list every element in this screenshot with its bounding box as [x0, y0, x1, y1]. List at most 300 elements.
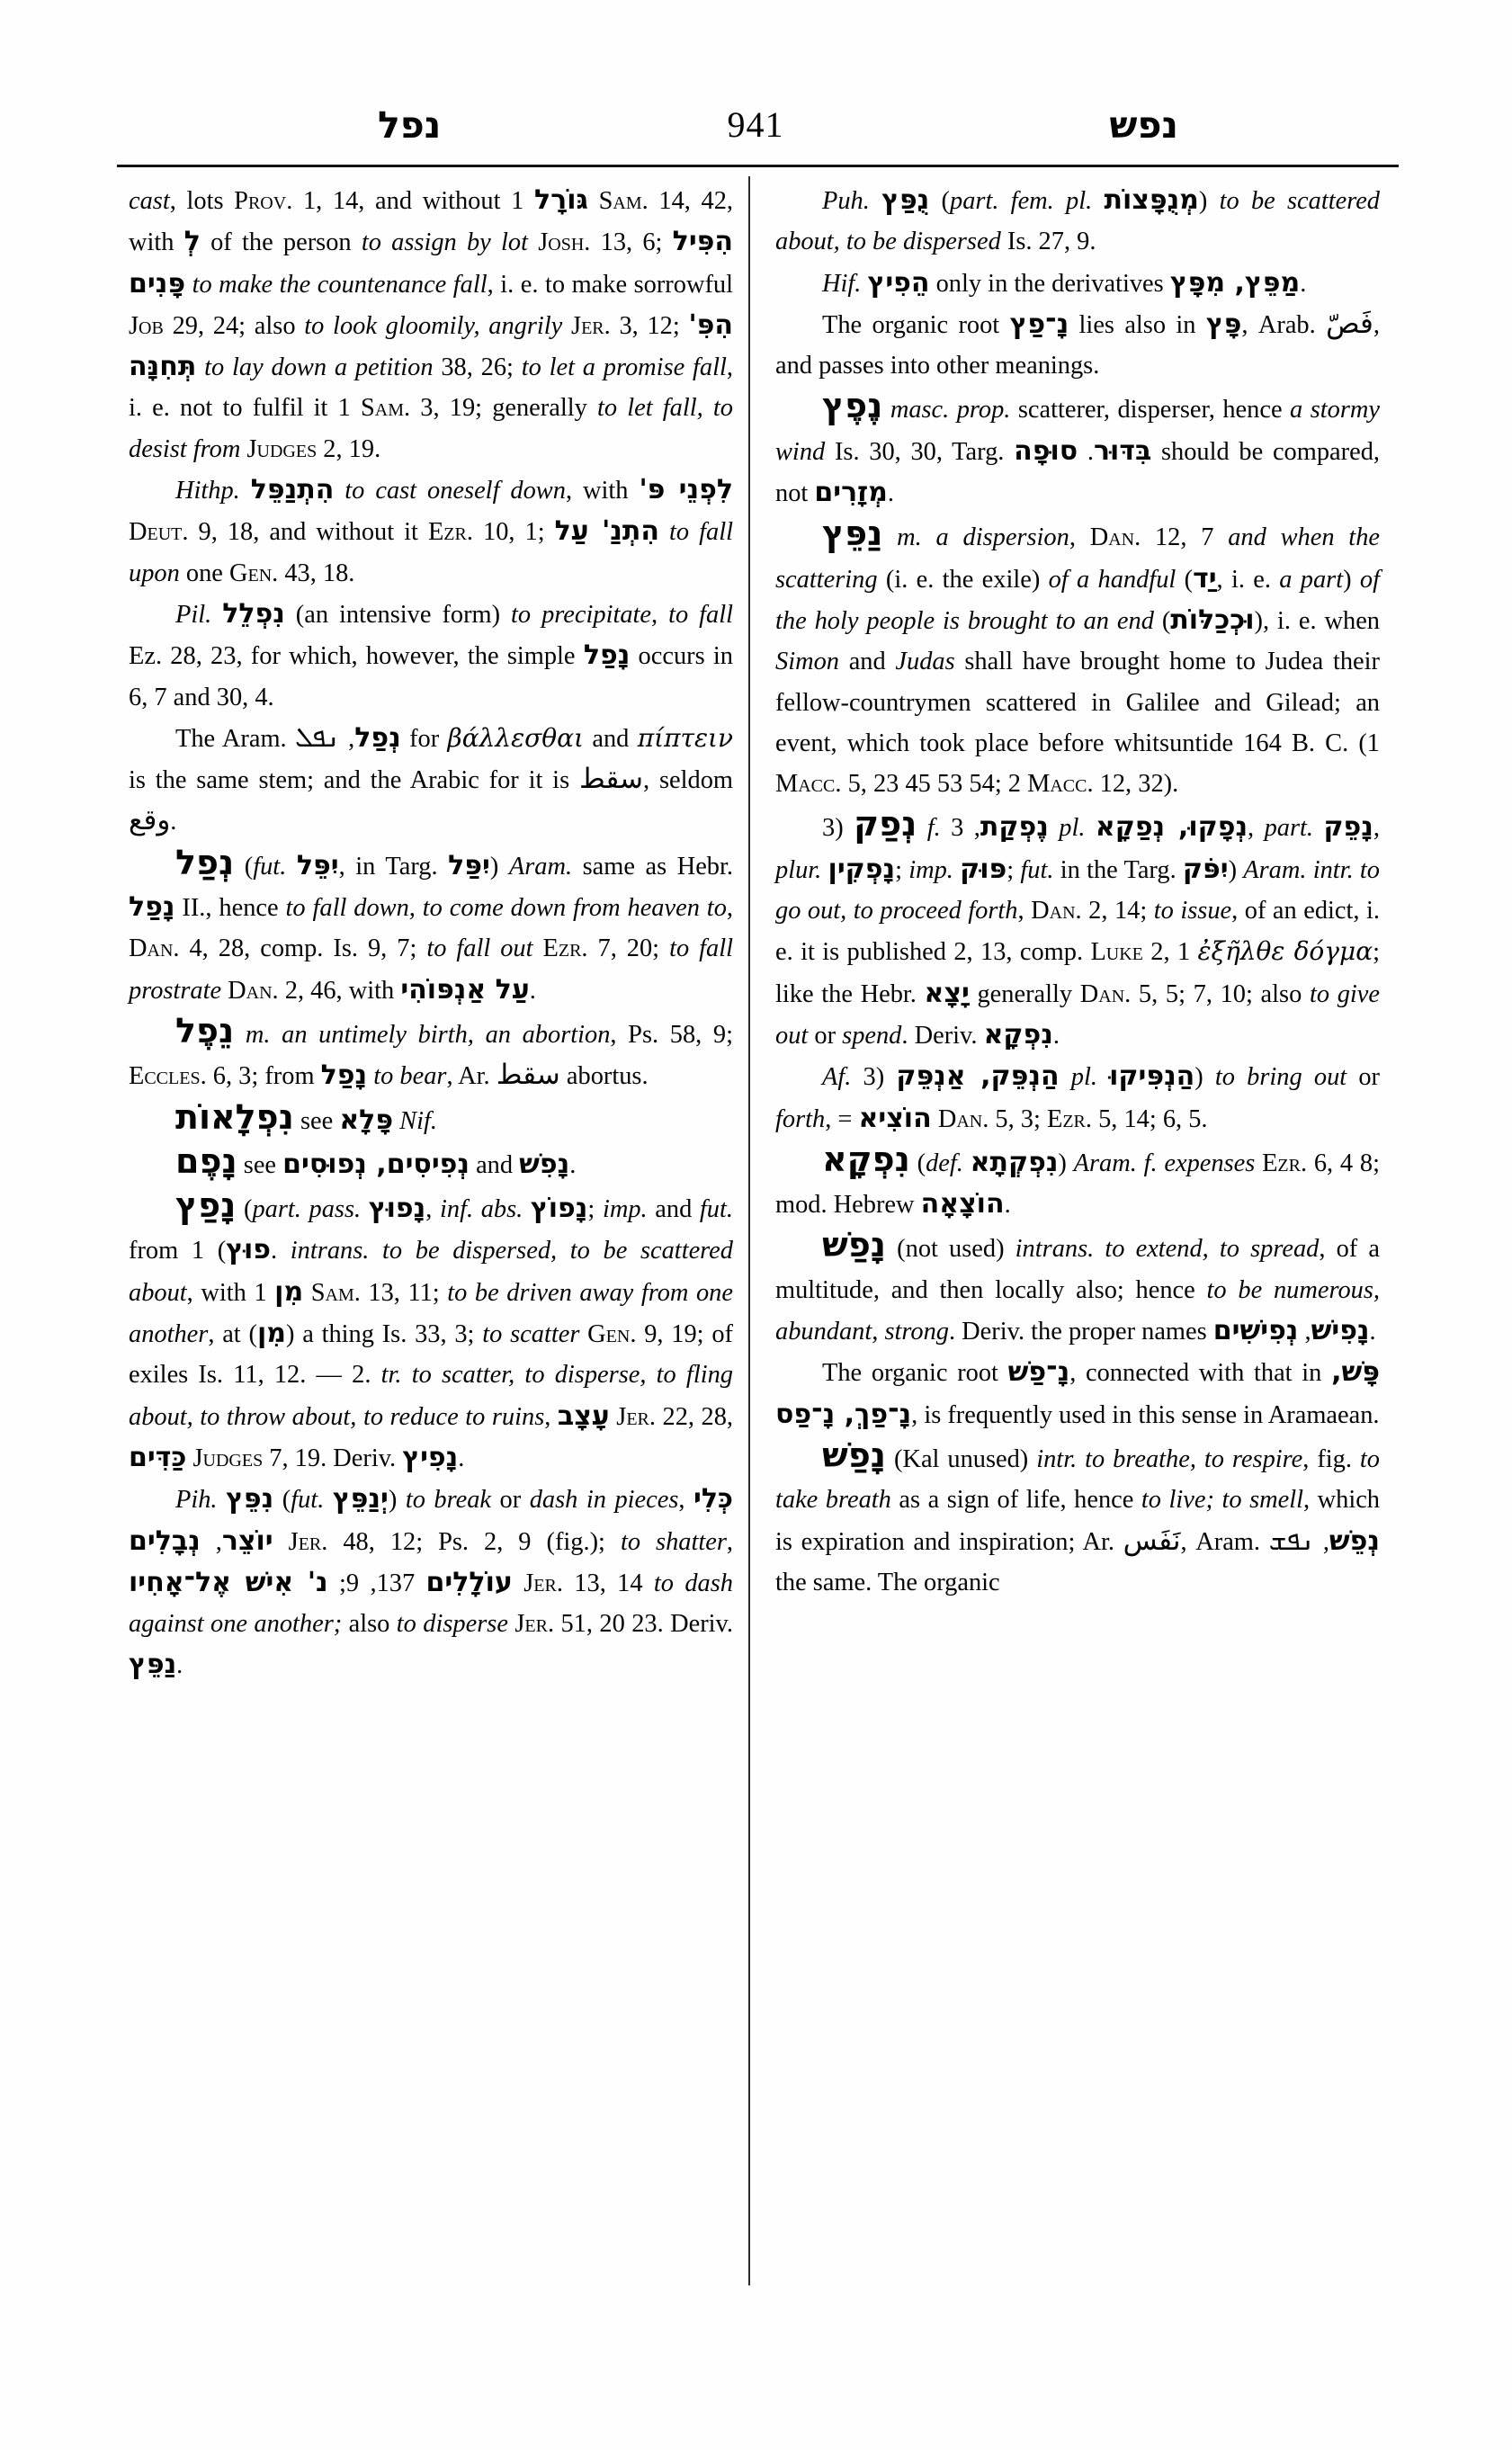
semitic-script-text: ܢܦܫ: [1268, 1524, 1315, 1557]
body-text: only in the derivatives: [929, 269, 1170, 298]
body-text: also: [342, 1610, 397, 1639]
hebrew-text: מַפֵּץ, מִפָּץ: [1169, 266, 1301, 299]
hebrew-text: סוּפָה: [1014, 434, 1078, 467]
body-text: [1097, 1063, 1109, 1091]
hebrew-text: נָ־פַץ: [1009, 308, 1069, 340]
scripture-reference: Macc.: [775, 770, 842, 799]
gloss-text: tr. to scatter, to disperse, to fling about, to throw about, to reduce to ruins: [129, 1361, 733, 1431]
body-text: [324, 1486, 333, 1514]
body-text: , fig.: [1302, 1444, 1360, 1473]
gloss-text: imp.: [602, 1195, 648, 1224]
gloss-text: fut.: [291, 1486, 325, 1515]
body-text: 29, 24; also: [163, 311, 305, 340]
nafatz-entry: [129, 1185, 733, 1479]
hebrew-text: נְפַק: [854, 804, 917, 845]
body-text: for: [400, 724, 448, 753]
gloss-text: to be driven away from one another: [129, 1278, 733, 1349]
body-text: [523, 1195, 531, 1223]
nappetz-entry: [775, 514, 1380, 804]
gloss-text: Simon: [775, 648, 839, 676]
body-text: 6, 4 8; mod. Hebrew: [775, 1149, 1380, 1220]
gloss-text: forth: [775, 1104, 826, 1133]
hebrew-text: הֵפִיץ: [867, 266, 930, 299]
body-text: (Kal unused): [886, 1444, 1037, 1473]
hebrew-text: כַּדִּים: [129, 1441, 187, 1473]
gloss-text: Hif.: [822, 269, 862, 298]
body-text: ,: [1069, 523, 1090, 552]
body-text: (: [236, 1195, 253, 1224]
body-text: .: [1369, 1318, 1376, 1346]
nafal-hifil-continuation: [129, 180, 733, 469]
semitic-script-text: وقع: [129, 804, 171, 837]
body-text: ,: [726, 894, 734, 923]
body-text: . Deriv. the proper names: [948, 1318, 1213, 1346]
gloss-text: to be scattered about, to be dispersed: [775, 187, 1381, 256]
hithpael-paragraph: [129, 469, 733, 594]
body-text: .: [1004, 1191, 1011, 1220]
body-text: ): [1343, 565, 1360, 594]
body-text: and: [584, 724, 638, 753]
body-text: should be compared, not: [775, 437, 1380, 508]
body-text: , of an edict, i. e. it is published 2, 13, comp.: [775, 897, 1381, 967]
nefal-aramaic-entry: [129, 843, 733, 1011]
gloss-text: to disperse: [396, 1610, 508, 1639]
hebrew-text: בִּדּוּר: [1093, 434, 1152, 467]
running-head: [126, 97, 1385, 160]
scripture-reference: Jer.: [571, 311, 611, 340]
scripture-reference: Macc.: [1027, 770, 1094, 799]
body-text: ) a thing Is. 33, 3;: [285, 1320, 483, 1349]
body-text: (: [234, 852, 254, 881]
gloss-text: a stormy wind: [775, 396, 1380, 466]
gloss-text: part. pass.: [252, 1195, 362, 1224]
body-text: [196, 353, 204, 381]
scripture-reference: Gen.: [228, 559, 279, 587]
hebrew-text: נִפֵּץ: [226, 1483, 274, 1516]
hebrew-text: מְזָרִים: [814, 477, 888, 509]
gloss-text: Pih.: [175, 1486, 218, 1515]
hebrew-text: לִפְנֵי פּ': [639, 474, 733, 506]
hebrew-text: נְבָלִים: [129, 1525, 201, 1557]
body-text: [1255, 1149, 1262, 1177]
gloss-text: m. a dispersion: [897, 523, 1069, 552]
body-text: 7, 20;: [587, 934, 670, 963]
body-text: [579, 1320, 587, 1348]
gloss-text: to issue: [1153, 897, 1232, 925]
nefak-entry: [775, 804, 1380, 1056]
gloss-text: to let a promise fall: [521, 353, 727, 382]
body-text: ,: [678, 1486, 693, 1515]
body-text: [941, 814, 951, 842]
body-text: 2, 19.: [317, 434, 381, 463]
gloss-text: a part: [1279, 565, 1344, 594]
gloss-text: to assign by lot: [361, 228, 528, 257]
hebrew-text: נֶפְקַת: [980, 811, 1049, 844]
scripture-reference: Judges: [192, 1444, 264, 1472]
gloss-text: to make the countenance fall: [192, 270, 488, 299]
gloss-text: to take breath: [775, 1444, 1380, 1515]
gloss-text: and when the scattering: [775, 523, 1380, 594]
body-text: .: [458, 1444, 465, 1472]
body-text: 13, 6;: [590, 228, 673, 257]
body-text: .: [170, 808, 177, 836]
gloss-text: fut.: [253, 852, 287, 881]
gloss-text: to bring out: [1214, 1063, 1347, 1092]
gloss-text: spend: [842, 1021, 902, 1050]
hebrew-text: נִפְקָא: [983, 1018, 1053, 1051]
body-text: II., hence: [174, 894, 286, 923]
hebrew-text: נֻפַּץ: [881, 184, 930, 216]
running-head-left-hebrew: נפל: [378, 103, 442, 147]
body-text: (3: [822, 814, 927, 843]
body-text: ,: [1248, 814, 1265, 843]
hebrew-text: נָפוּץ: [368, 1193, 426, 1225]
body-text: in the Targ.: [1053, 855, 1183, 884]
body-text: see: [237, 1150, 283, 1179]
body-text: 14, 42, with: [129, 187, 734, 257]
gloss-text: to be numerous, abundant, strong: [775, 1275, 1380, 1346]
gloss-text: intrans. to extend, to spread: [1015, 1235, 1320, 1264]
hebrew-text: פוּץ: [226, 1234, 272, 1266]
body-text: (: [1176, 565, 1194, 594]
hebrew-text: יִפַּל: [448, 849, 490, 881]
body-text: , =: [825, 1104, 859, 1133]
body-text: .: [529, 976, 536, 1005]
body-text: occurs in 6, 7 and 30, 4.: [129, 642, 734, 711]
scripture-reference: Dan.: [1089, 523, 1141, 552]
hebrew-text: פָּלָא: [339, 1104, 394, 1136]
body-text: as a sign of life, hence: [890, 1486, 1141, 1515]
body-text: Ez. 28, 23, for which, however, the simple: [129, 642, 584, 671]
body-text: [659, 518, 669, 546]
body-text: ) 1.: [191, 1237, 291, 1265]
hebrew-text: נְפַל: [354, 721, 401, 754]
greek-text: βάλλεσθαι: [447, 722, 584, 753]
hebrew-text: פָּשׁ, נָ־פַךְ, נָ־פַס: [775, 1356, 1380, 1430]
body-text: ,: [339, 724, 355, 753]
body-text: ,: [726, 1527, 733, 1556]
body-text: .: [569, 1150, 577, 1179]
body-text: [211, 601, 222, 629]
gloss-text: cast: [129, 187, 170, 215]
body-text: [185, 271, 192, 299]
gloss-text: to lay down a petition: [204, 353, 434, 382]
body-text: ,: [200, 1527, 222, 1556]
body-text: 3, 19; generally: [410, 394, 597, 423]
body-text: ;: [587, 1195, 603, 1224]
hebrew-text: פָּץ: [1205, 308, 1242, 340]
body-text: 9, 18, and without it: [188, 518, 428, 547]
gloss-text: to fall out: [426, 934, 533, 963]
body-text: (3: [863, 1063, 1071, 1092]
body-text: 12, 7: [1141, 523, 1229, 552]
body-text: ,: [425, 1195, 440, 1224]
body-text: shall have brought home to Judea their fellow-countrymen scattered in Galilee and Gilead; an event, which took place before whitsuntide 164 B. C. (1: [775, 648, 1380, 757]
gloss-text: Puh.: [822, 187, 870, 215]
hebrew-text: עַל אַנְפּוֹהִי: [400, 973, 530, 1006]
hebrew-text: הוֹצִיא: [858, 1102, 932, 1134]
body-text: [1092, 187, 1104, 215]
body-text: , and passes into other meanings.: [775, 310, 1380, 380]
gloss-text: masc. prop.: [890, 396, 1011, 425]
greek-text: ἐξῆλθε δόγμα: [1197, 936, 1373, 967]
body-text: [882, 523, 897, 551]
body-text: , seldom: [643, 766, 733, 795]
gloss-text: to scatter: [482, 1320, 580, 1349]
body-text: [870, 187, 881, 215]
body-text: 1: [511, 187, 599, 215]
body-text: ;: [895, 855, 909, 884]
gloss-text: to shatter: [620, 1527, 727, 1556]
body-text: .: [1078, 437, 1094, 466]
hifil-paragraph: [775, 263, 1380, 304]
body-text: see: [293, 1106, 340, 1135]
body-text: 13, 14: [562, 1569, 654, 1597]
gloss-text: of a handful: [1048, 565, 1176, 594]
body-text: ): [388, 1486, 406, 1515]
body-text: .: [887, 479, 895, 508]
hebrew-text: יָצָא: [924, 977, 970, 1009]
body-text: 2, 14;: [1081, 897, 1154, 925]
body-text: (: [929, 187, 950, 215]
hebrew-text: מִן: [274, 1275, 304, 1308]
nafash-kal-entry: [775, 1435, 1380, 1603]
body-text: ): [489, 852, 509, 881]
body-text: 12, 32).: [1093, 770, 1179, 799]
gloss-text: m. an untimely birth, an abortion: [245, 1020, 611, 1049]
body-text: , at (: [208, 1320, 257, 1349]
gloss-text: Aram. intr. to go out, to proceed forth: [775, 855, 1380, 925]
body-text: .: [1052, 1021, 1060, 1050]
gloss-text: to dash against one another;: [129, 1569, 733, 1639]
body-text: from: [129, 1237, 192, 1265]
body-text: , is frequently used in this sense in Aramaean.: [911, 1400, 1380, 1429]
body-text: , 3: [951, 814, 1060, 843]
gloss-text: intr. to breathe, to respire: [1036, 1444, 1303, 1473]
hebrew-text: נָפַשׁ: [822, 1435, 887, 1475]
hebrew-text: נָפַל: [583, 639, 631, 672]
nefes-crossref: [129, 1141, 733, 1185]
body-text: [240, 477, 251, 505]
gloss-text: to precipitate, to fall: [511, 600, 733, 629]
gloss-text: part.: [1264, 814, 1314, 843]
body-text: same as Hebr.: [572, 852, 733, 881]
gloss-text: inf. abs.: [440, 1195, 523, 1224]
body-text: ,: [1298, 1318, 1311, 1346]
body-text: and: [469, 1150, 520, 1179]
nifka-entry: [775, 1140, 1380, 1226]
body-text: [562, 312, 571, 340]
body-text: .: [1300, 269, 1307, 298]
gloss-text: to live; to smell: [1141, 1486, 1303, 1515]
hebrew-text: הִתְנַפֵּל: [250, 474, 335, 506]
gloss-text: to look gloomily, angrily: [304, 311, 563, 340]
scripture-reference: Ezr.: [1262, 1149, 1308, 1177]
body-text: scatterer, disperser, hence: [1010, 396, 1291, 425]
gloss-text: to fall prostrate: [129, 934, 733, 1005]
greek-text: πίπτειν: [637, 722, 733, 753]
scripture-reference: Dan.: [129, 934, 180, 963]
gloss-text: to let fall, to desist from: [129, 394, 733, 463]
hebrew-text: וּכְכַלּוֹת: [1170, 604, 1255, 636]
hebrew-text: נֵפֶל: [175, 1010, 235, 1051]
body-text: 13, 11;: [360, 1278, 448, 1307]
scripture-reference: Ezr.: [427, 518, 473, 547]
hebrew-text: נָפַשׁ: [822, 1225, 887, 1265]
body-text: or: [491, 1486, 530, 1515]
body-text: generally: [969, 979, 1080, 1008]
hebrew-text: נָפֶם: [175, 1140, 237, 1181]
hebrew-text: נָפֵק: [1323, 811, 1373, 844]
body-text: ): [1228, 855, 1244, 884]
hebrew-text: נְפֵשׁ: [1329, 1525, 1380, 1557]
semitic-script-text: نَفَس: [1123, 1524, 1181, 1557]
body-text: , Ps. 58, 9;: [610, 1020, 733, 1049]
gloss-text: dash in pieces: [529, 1486, 679, 1515]
body-text: , of a multitude, and then locally also; hence: [775, 1235, 1380, 1304]
body-text: [882, 396, 890, 424]
hebrew-text: נ' אִישׁ אֶל־אָחִיו: [129, 1566, 328, 1598]
hebrew-text: נְפַל: [175, 842, 235, 882]
body-text: ,: [1314, 1527, 1329, 1556]
body-text: 7, 19. Deriv.: [263, 1444, 403, 1472]
body-text: ): [1194, 1063, 1215, 1092]
piel-nafatz-paragraph: [129, 1479, 733, 1685]
gloss-text: pl.: [1070, 1063, 1097, 1092]
nefetz-entry: [775, 386, 1380, 514]
body-text: . Deriv.: [901, 1021, 984, 1050]
scripture-reference: Ezr.: [542, 934, 588, 963]
body-text: the same. The organic: [775, 1568, 1000, 1596]
hebrew-text: נָפִישׁ: [1311, 1315, 1370, 1347]
body-text: 3, 12;: [610, 311, 689, 340]
header-rule: [117, 165, 1399, 167]
hebrew-text: נָפַל: [129, 891, 175, 924]
scripture-reference: Jer.: [288, 1527, 328, 1556]
body-text: [334, 477, 344, 505]
body-text: (not used): [886, 1235, 1015, 1264]
gloss-text: to give out: [775, 979, 1380, 1050]
body-text: 5, 23 45 53 54; 2: [841, 770, 1028, 799]
body-text: 2, 46, with: [278, 976, 401, 1005]
hebrew-text: נָפִשׁ: [519, 1148, 570, 1180]
gloss-text: plur.: [775, 855, 822, 884]
body-text: and: [838, 648, 896, 676]
gloss-text: Nif.: [399, 1106, 437, 1135]
gloss-text: f.: [926, 814, 941, 843]
body-text: 137, 9;: [327, 1569, 426, 1597]
body-text: 43, 18.: [278, 559, 355, 587]
body-text: , i. e. to make sorrowful: [487, 270, 733, 299]
body-text: The organic root: [822, 1359, 1008, 1388]
gloss-text: to fall down, to come down from heaven to: [285, 894, 727, 923]
gloss-text: fut.: [699, 1195, 733, 1224]
gloss-text: Hithp.: [175, 477, 240, 505]
gloss-text: intrans. to be dispersed, to be scattered about: [129, 1237, 733, 1307]
scripture-reference: Dan.: [937, 1104, 989, 1133]
scripture-reference: Ezr.: [1046, 1104, 1092, 1133]
gloss-text: Aram. f. expenses: [1073, 1149, 1256, 1177]
hebrew-text: הִפִּיל פָּנִים: [129, 226, 733, 300]
hebrew-text: נִפְלָאוֹת: [175, 1096, 294, 1137]
scripture-reference: Jer.: [514, 1610, 555, 1639]
scripture-reference: Josh.: [538, 228, 591, 257]
gloss-text: to bear: [373, 1062, 447, 1091]
body-text: , with: [565, 477, 640, 505]
gloss-text: Judas: [895, 648, 955, 676]
gloss-text: to cast oneself down: [344, 477, 566, 505]
body-text: , i. e. not to fulfil it 1: [129, 353, 733, 423]
body-text: abortus.: [559, 1062, 649, 1091]
hebrew-text: נְפִיסִים, נְפוּסִים: [282, 1148, 470, 1180]
gloss-text: Aram.: [508, 852, 573, 881]
body-text: or: [808, 1021, 843, 1050]
body-text: ,: [1017, 897, 1032, 925]
scripture-reference: Sam.: [360, 394, 411, 423]
body-text: (: [1153, 606, 1171, 635]
body-text: 5, 3;: [989, 1104, 1047, 1133]
hebrew-text: נָ־פַשׁ: [1007, 1356, 1070, 1389]
body-text: , in Targ.: [338, 852, 449, 881]
hebrew-text: עָצָב: [557, 1399, 610, 1432]
semitic-script-text: سقط: [578, 763, 644, 796]
body-text: 9, 19; of exiles Is. 11, 12. — 2.: [129, 1320, 733, 1390]
scripture-reference: Jer.: [616, 1402, 656, 1431]
body-text: 1, 14, and without: [292, 187, 512, 215]
gloss-text: imp.: [908, 855, 953, 884]
scripture-reference: Eccles.: [129, 1062, 207, 1091]
hebrew-text: נְפָקוּ, נְפַקָא: [1095, 811, 1248, 844]
left-column: [129, 180, 733, 1686]
body-text: , Ar.: [446, 1062, 497, 1091]
gloss-text: fut.: [1020, 855, 1054, 884]
body-text: 1: [254, 1278, 311, 1307]
gloss-text: pl.: [1059, 814, 1086, 843]
body-text: [273, 1528, 289, 1556]
hebrew-text: נַפֵּץ: [129, 1649, 177, 1681]
hebrew-text: נָפְקִין: [828, 853, 896, 885]
semitic-script-text: فَصّ: [1326, 307, 1373, 340]
organic-root-paragraph: [775, 304, 1380, 387]
hebrew-text: יִפֹּק: [1182, 853, 1229, 885]
body-text: and: [647, 1195, 700, 1224]
body-text: , with: [186, 1278, 255, 1307]
body-text: [963, 1149, 971, 1177]
hebrew-text: מְנֻפָּצוֹת: [1104, 184, 1199, 216]
pual-paragraph: [775, 180, 1380, 263]
hebrew-text: הַנְפֵּק, אַנְפֵּק: [896, 1060, 1060, 1093]
body-text: ; like the Hebr.: [775, 938, 1381, 1008]
gloss-text: to break: [405, 1486, 491, 1515]
body-text: 48, 12; Ps. 2, 9 (fig.);: [327, 1527, 621, 1556]
hebrew-text: גּוֹרָל: [534, 184, 588, 216]
gloss-text: Af.: [822, 1063, 852, 1092]
body-text: 10, 1;: [472, 518, 555, 547]
body-text: ), i. e. when: [1254, 606, 1380, 635]
body-text: [932, 1105, 938, 1133]
hebrew-text: יִפֵּל: [296, 849, 339, 881]
hebrew-text: נִפְקְתָא: [970, 1146, 1059, 1178]
hebrew-text: יַד: [1193, 562, 1217, 595]
body-text: , lots: [169, 187, 235, 215]
hebrew-text: הוֹצָאָה: [920, 1188, 1005, 1221]
scripture-reference: Deut.: [129, 518, 189, 547]
body-text: one: [179, 559, 229, 587]
hebrew-text: נָפַל: [320, 1060, 368, 1092]
body-text: 6, 3; from: [206, 1062, 321, 1091]
body-text: [528, 228, 538, 256]
body-text: [861, 270, 867, 298]
